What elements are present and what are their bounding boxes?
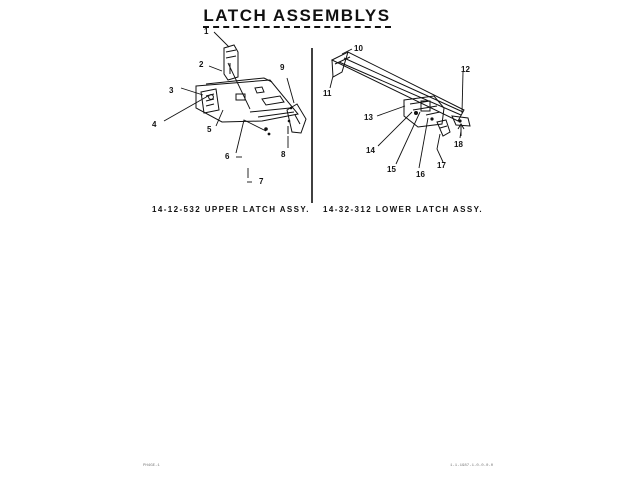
lower-latch-spring-clip — [437, 120, 450, 136]
lower-callout-10: 10 — [354, 44, 363, 53]
lower-callout-11: 11 — [323, 89, 332, 98]
lower-callout-16: 16 — [416, 170, 425, 179]
upper-callout-4: 4 — [152, 120, 157, 129]
upper-callout-7: 7 — [259, 177, 264, 186]
upper-callout-8: 8 — [281, 150, 286, 159]
upper-callout-5: 5 — [207, 125, 212, 134]
lower-callout-15: 15 — [387, 165, 396, 174]
upper-latch-assembly — [164, 32, 306, 182]
lower-callout-18: 18 — [454, 140, 463, 149]
upper-latch-caption: 14-12-532 UPPER LATCH ASSY. — [152, 205, 310, 214]
page-title: LATCH ASSEMBLYS — [0, 6, 594, 26]
footer-left-mark: PH4GE-1 — [143, 464, 160, 468]
upper-latch-spring-housing — [201, 89, 219, 113]
upper-callout-9: 9 — [280, 63, 285, 72]
upper-callout-6: 6 — [225, 152, 230, 161]
upper-callout-1: 1 — [204, 27, 209, 36]
upper-callout-2: 2 — [199, 60, 204, 69]
lower-latch-caption: 14-32-312 LOWER LATCH ASSY. — [323, 205, 484, 214]
lower-callout-12: 12 — [461, 65, 470, 74]
lower-callout-17: 17 — [437, 161, 446, 170]
lower-latch-bar — [332, 52, 470, 126]
lower-callout-14: 14 — [366, 146, 375, 155]
footer-right-mark: 1-1-1987-1-0-0-0-0 — [450, 464, 494, 468]
upper-latch-hook — [224, 45, 238, 80]
lower-latch-assembly — [330, 49, 470, 168]
upper-callout-3: 3 — [169, 86, 174, 95]
upper-latch-fasteners — [264, 107, 292, 136]
lower-callout-13: 13 — [364, 113, 373, 122]
